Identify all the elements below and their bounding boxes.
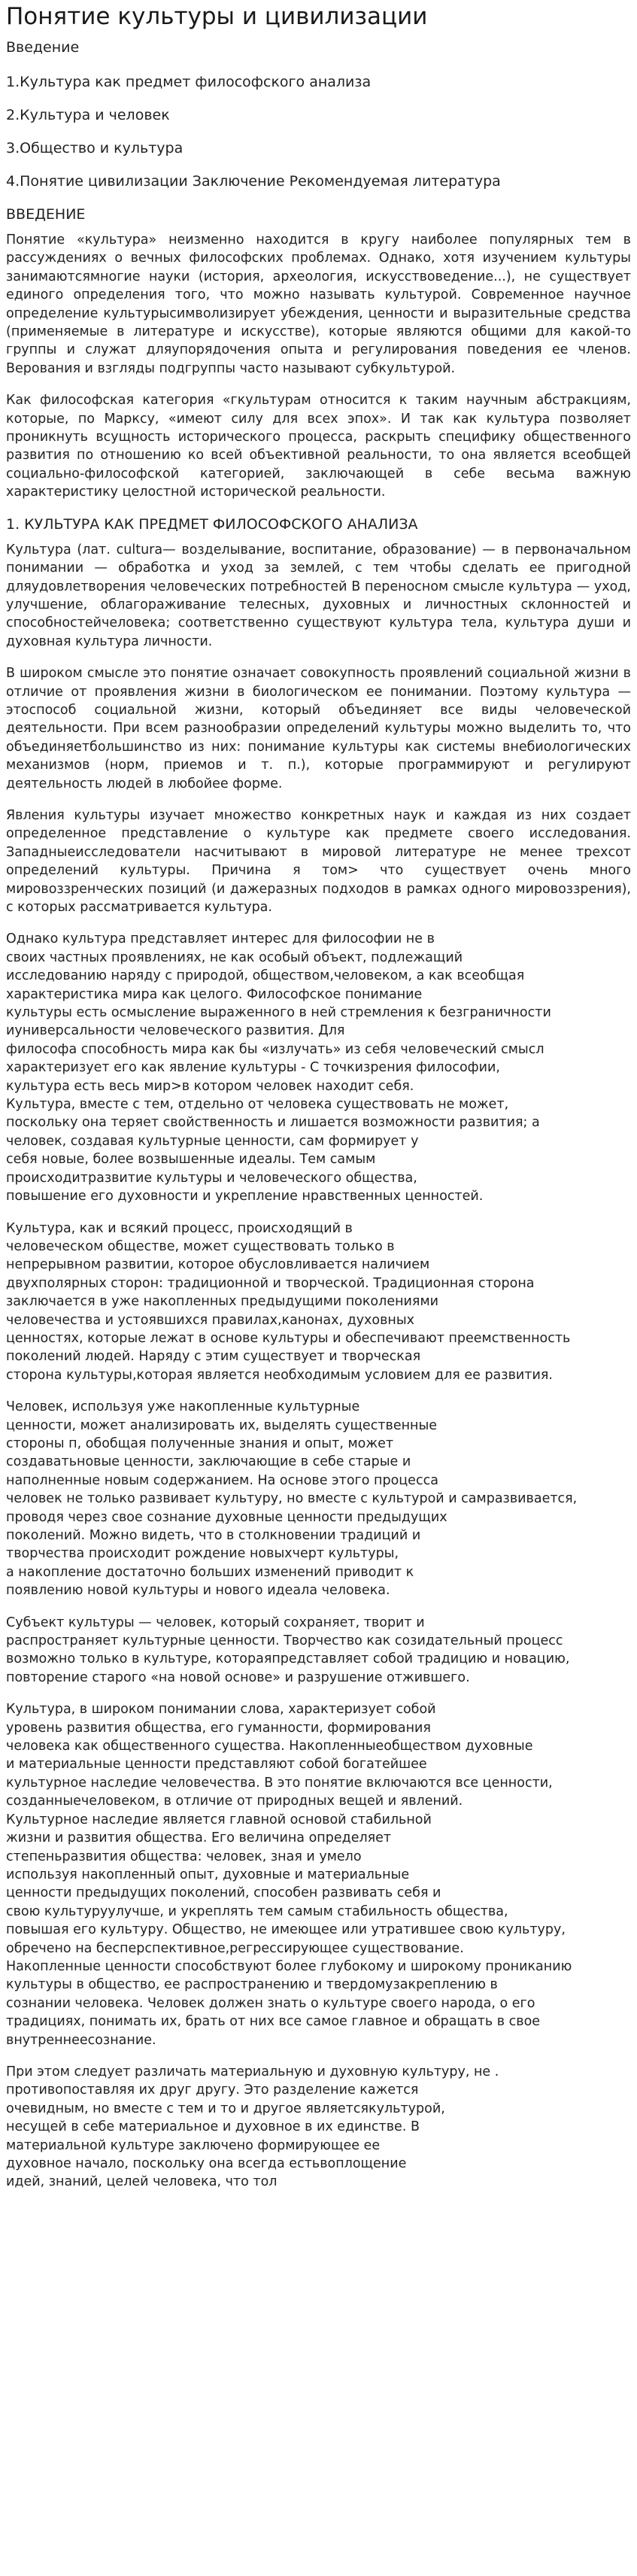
text-line: культурное наследие человечества. В это понятие включаются все ценности, — [6, 1775, 553, 1791]
text-line: созданныечеловеком, в отличие от природных вещей и явлений. — [6, 1794, 463, 1809]
text-line: творчества происходит рождение новыхчерт культуры, — [6, 1546, 399, 1562]
text-line: ценности, может анализировать их, выделять существенные — [6, 1417, 438, 1433]
text-line: уровень развития общества, его гуманности, формирования — [6, 1720, 431, 1736]
text-line: появлению новой культуры и нового идеала человека. — [6, 1583, 390, 1599]
body-paragraph — [6, 1220, 631, 1385]
text-line: ценности предыдущих поколений, способен развивать себя и — [6, 1885, 441, 1901]
text-line: повторение старого «на новой основе» и разрушение отжившего. — [6, 1669, 470, 1685]
toc-item-introduction[interactable]: Введение — [6, 39, 80, 56]
intro-paragraph: Как философская категория «гкультурам относится к таким научным абстракциям, которые, по Марксу, «имеют силу для всех эпох». И так как культура позволяет проникнуть всущность исторического процесса, раскрыть специфику общественного развития по отношению ко всей объективной реальности, то она является всеобщей социально-философской категорией, заключающей в себе весьма важную характеристику целостной исторической реальности. — [6, 393, 631, 500]
text-line: внутреннеесознание. — [6, 2032, 156, 2048]
text-line: степеньразвития общества: человек, зная и умело — [6, 1848, 362, 1864]
text-line: Культура, вместе с тем, отдельно от человека существовать не может, — [6, 1097, 509, 1113]
text-line: Человек, используя уже накопленные культурные — [6, 1399, 360, 1415]
body-paragraph — [6, 1614, 631, 1687]
text-line: поколений. Можно видеть, что в столкновении традиций и — [6, 1528, 421, 1543]
text-line: повышая его культуру. Общество, не имеющее или утратившее свою культуру, — [6, 1922, 566, 1938]
text-line: Культурное наследие является главной основой стабильной — [6, 1812, 432, 1827]
text-line: материальной культуре заключено формирующее ее — [6, 2137, 381, 2153]
text-line: поскольку она теряет свойственность и лишается возможности развития; а — [6, 1115, 540, 1131]
body-paragraph — [6, 1398, 631, 1599]
toc-item-section-4[interactable]: 4.Понятие цивилизации Заключение Рекомендуемая литература — [6, 173, 501, 190]
text-line: стороны п, обобщая полученные знания и опыт, может — [6, 1435, 394, 1451]
text-line: используя накопленный опыт, духовные и материальные — [6, 1867, 410, 1882]
text-line: и материальные ценности представляют собой богатейшее — [6, 1757, 427, 1773]
text-line: себя новые, более возвышенные идеалы. Тем самым — [6, 1152, 376, 1168]
text-line: Культура, в широком понимании слова, характеризует собой — [6, 1702, 436, 1718]
body-paragraph — [6, 1700, 631, 2049]
text-line: духовное начало, поскольку она всегда естьвоплощение — [6, 2156, 407, 2171]
text-line: культуры в общество, ее распространению и твердомузакреплению в — [6, 1977, 498, 1993]
text-line: иуниверсальности человеческого развития. Для — [6, 1023, 345, 1039]
text-line: культура есть весь мир>в котором человек находит себя. — [6, 1078, 414, 1094]
text-line: жизни и развития общества. Его величина определяет — [6, 1830, 392, 1846]
text-line: поколений людей. Наряду с этим существует и творческая — [6, 1349, 421, 1365]
text-line: наполненные новым содержанием. На основе этого процесса — [6, 1472, 438, 1488]
text-line: свою культуруулучше, и укреплять тем самым стабильность общества, — [6, 1903, 508, 1919]
text-line: проводя через свое сознание духовные ценности предыдущих — [6, 1509, 447, 1525]
section-1-continued — [6, 930, 631, 2191]
text-line: создаватьновые ценности, заключающие в себе старые и — [6, 1454, 411, 1470]
text-line: человечества и устоявшихся правилах,канонах, духовных — [6, 1312, 415, 1328]
body-paragraph — [6, 2063, 631, 2192]
intro-paragraph: Понятие «культура» неизменно находится в кругу наиболее популярных тем в рассуждениях о вечных философских проблемах. Однако, хотя изучением культуры занимаютсямногие науки (история, археология, искусствоведение...), не существует единого определения того, что можно называть культурой. Современное научное определение культурысимволизирует убеждения, ценности и выразительные средства (применяемые в литературе и искусстве), которые являются общими для какой-то группы и служат дляупорядочения опыта и регулирования поведения ее членов. Верования и взгляды подгруппы часто называют субкультурой. — [6, 232, 631, 376]
text-line: очевидным, но вместе с тем и то и другое являетсякультурой, — [6, 2101, 445, 2116]
text-line: а накопление достаточно больших изменений приводит к — [6, 1564, 414, 1580]
text-line: Субъект культуры — человек, который сохраняет, творит и — [6, 1615, 425, 1630]
text-line: возможно только в культуре, котораяпредставляет собой традицию и новацию, — [6, 1651, 570, 1667]
text-line: Накопленные ценности способствуют более глубокому и широкому прониканию — [6, 1958, 572, 1974]
table-of-contents — [6, 38, 631, 190]
text-line: человека как общественного существа. Накопленныеобществом духовные — [6, 1739, 533, 1754]
text-line: повышение его духовности и укрепление нравственных ценностей. — [6, 1189, 484, 1204]
text-line: сознании человека. Человек должен знать о культуре своего народа, о его — [6, 1995, 535, 2011]
text-line: противопоставляя их друг другу. Это разделение кажется — [6, 2082, 419, 2098]
introduction-heading: ВВЕДЕНИЕ — [6, 206, 86, 223]
text-line: При этом следует различать материальную и духовную культуру, не . — [6, 2064, 499, 2079]
text-line: несущей в себе материальное и духовное в их единстве. В — [6, 2119, 420, 2135]
text-line: Однако культура представляет интерес для философии не в — [6, 931, 435, 947]
text-line: характеристика мира как целого. Философское понимание — [6, 986, 423, 1002]
text-line: человек, создавая культурные ценности, сам формирует у — [6, 1133, 419, 1149]
text-line: человеческом обществе, может существовать только в — [6, 1238, 395, 1254]
text-line: характеризует его как явление культуры - С точкизрения философии, — [6, 1060, 500, 1076]
text-line: непрерывном развитии, которое обусловливается наличием — [6, 1257, 430, 1273]
text-line: традициях, понимать их, брать от них все самое главное и обращать в свое — [6, 2014, 541, 2030]
text-line: своих частных проявлениях, не как особый объект, подлежащий — [6, 949, 463, 965]
text-line: философа способность мира как бы «излучать» из себя человеческий смысл — [6, 1041, 544, 1057]
text-line: культуры есть осмысление выраженного в ней стремления к безграничности — [6, 1005, 551, 1021]
toc-item-section-1[interactable]: 1.Культура как предмет философского анализа — [6, 74, 372, 90]
body-paragraph: Явления культуры изучает множество конкретных наук и каждая из них создает определенное представление о культуре как предмете своего исследования. Западныеисследователи насчитывают в мировой литературе не менее трехсот определений культуры. Причина я том> что существует очень много мировоззренческих позиций (и дажеразных подходов в рамках одного мировоззрения), с которых рассматривается культура. — [6, 807, 631, 915]
text-line: двухполярных сторон: традиционной и творческой. Традиционная сторона — [6, 1275, 535, 1291]
text-line: распространяет культурные ценности. Творчество как созидательный процесс — [6, 1633, 563, 1649]
body-paragraph: В широком смысле это понятие означает совокупность проявлений социальной жизни в отличие от проявления жизни в биологическом ее понимании. Поэтому культура — этоспособ социальной жизни, который объединяет все виды человеческой деятельности. При всем разнообразии определений культуры можно выделить то, что объединяетбольшинство из них: понимание культуры как системы внебиологических механизмов (норм, приемов и т. п.), которые программируют и регулируют деятельность людей в любойее форме. — [6, 666, 631, 791]
body-paragraph — [6, 930, 631, 1205]
text-line: обречено на бесперспективное,регрессирующее существование. — [6, 1940, 464, 1956]
text-line: Культура, как и всякий процесс, происходящий в — [6, 1220, 353, 1236]
page-title: Понятие культуры и цивилизации — [6, 3, 428, 30]
text-line: происходитразвитие культуры и человеческого общества, — [6, 1170, 417, 1186]
text-line: исследованию наряду с природой, обществом,человеком, а как всеобщая — [6, 968, 525, 984]
text-line: идей, знаний, целей человека, что тол — [6, 2174, 278, 2190]
text-line: сторона культуры,которая является необходимым условием для ее развития. — [6, 1367, 553, 1383]
toc-item-section-2[interactable]: 2.Культура и человек — [6, 107, 170, 123]
text-line: ценностях, которые лежат в основе культуры и обеспечивают преемственность — [6, 1330, 571, 1346]
toc-item-section-3[interactable]: 3.Общество и культура — [6, 140, 184, 156]
section-1-heading: 1. КУЛЬТУРА КАК ПРЕДМЕТ ФИЛОСОФСКОГО АНАЛИЗА — [6, 515, 418, 533]
text-line: человек не только развивает культуру, но вместе с культурой и самразвивается, — [6, 1491, 578, 1507]
body-paragraph: Культура (лат. cultura— возделывание, воспитание, образование) — в первоначальном понимании — обработка и уход за землей, с тем чтобы сделать ее пригодной дляудовлетворения человеческих потребностей В переносном смысле культура — уход, улучшение, облагораживание телесных, духовных и личностных склонностей и способностейчеловека; соответственно существуют культура тела, культура души и духовная культура личности. — [6, 542, 631, 649]
text-line: заключается в уже накопленных предыдущими поколениями — [6, 1294, 439, 1310]
